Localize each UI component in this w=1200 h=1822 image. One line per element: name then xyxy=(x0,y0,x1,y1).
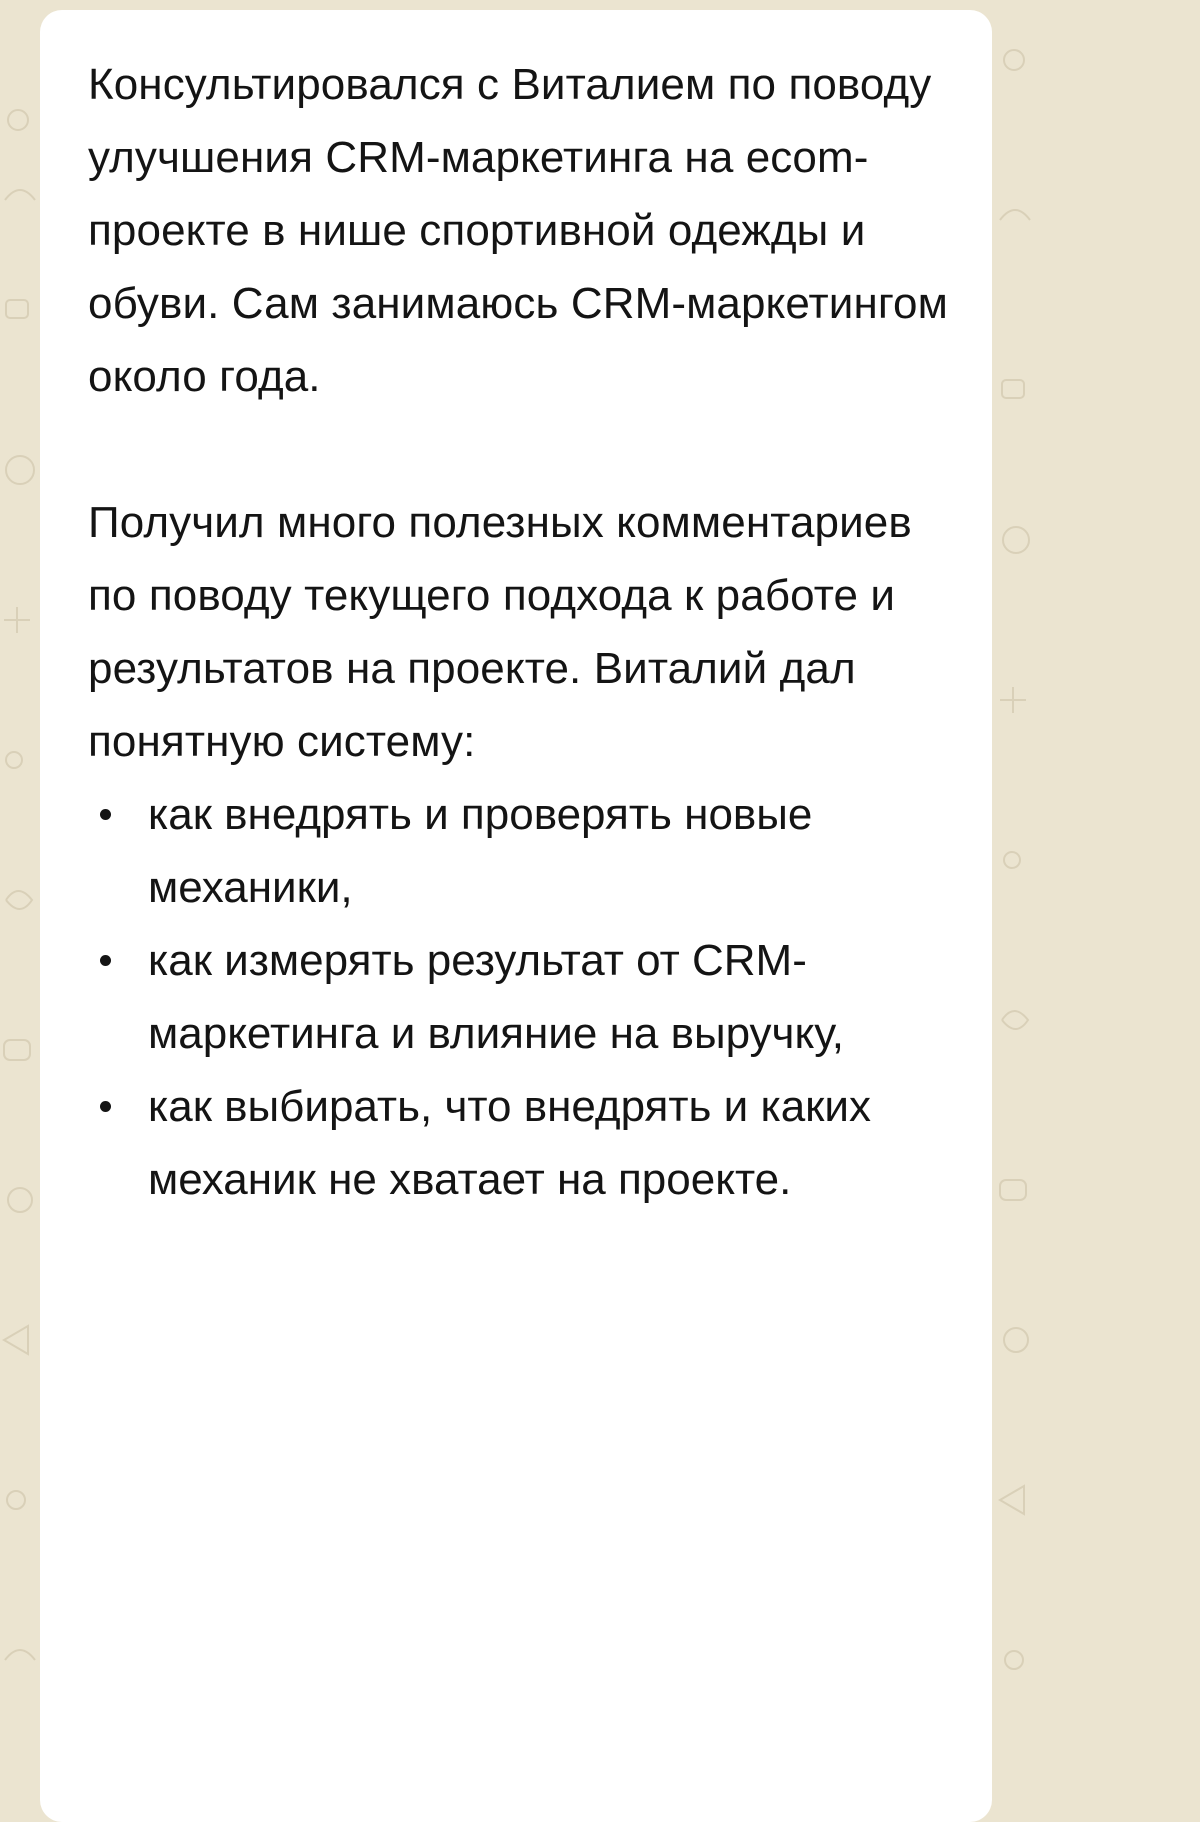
message-paragraph-2: Получил много полезных комментариев по поводу текущего подхода к работе и результатов на проекте. Виталий дал понятную систему: xyxy=(88,498,912,766)
bullet-dot-icon xyxy=(100,809,111,820)
list-item xyxy=(88,1070,952,1216)
list-item-text: как внедрять и проверять новые механики, xyxy=(148,790,813,912)
list-item xyxy=(88,778,952,924)
bullet-dot-icon xyxy=(100,955,111,966)
message-bullet-list xyxy=(88,778,952,1216)
list-item-text: как выбирать, что внедрять и каких механик не хватает на проекте. xyxy=(148,1082,871,1204)
message-paragraph-1: Консультировался с Виталием по поводу улучшения CRM-маркетинга на ecom-проекте в нише спортивной одежды и обуви. Сам занимаюсь CRM-маркетингом около года. xyxy=(88,60,948,401)
list-item xyxy=(88,924,952,1070)
list-item-text: как измерять результат от CRM-маркетинга и влияние на выручку, xyxy=(148,936,845,1058)
bullet-dot-icon xyxy=(100,1101,111,1112)
message-bubble[interactable] xyxy=(40,10,992,1822)
